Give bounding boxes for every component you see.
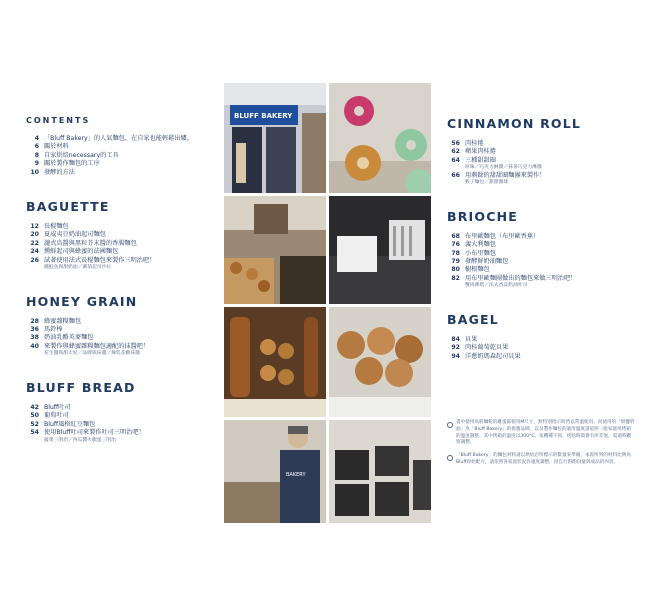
left-sections bbox=[26, 199, 222, 444]
toc-entry bbox=[26, 257, 222, 265]
toc-entry bbox=[447, 172, 637, 180]
section-title: BAGUETTE bbox=[26, 199, 110, 215]
toc-page-number: 64 bbox=[451, 156, 460, 164]
toc-page-number: 92 bbox=[451, 344, 460, 352]
toc-page-number: 84 bbox=[451, 335, 460, 343]
circle-bullet-icon bbox=[447, 455, 453, 461]
section-entries bbox=[447, 233, 637, 290]
toc-entry-text: 長棍麵包 bbox=[44, 223, 69, 231]
toc-entry-text: 肉桂葡萄乾貝果 bbox=[465, 344, 509, 352]
contents-heading: CONTENTS bbox=[26, 116, 91, 125]
section-entries bbox=[447, 140, 637, 187]
toc-page-number: 42 bbox=[30, 403, 39, 411]
toc-page-number: 50 bbox=[30, 412, 39, 420]
toc-page-number: 12 bbox=[30, 223, 39, 231]
photo-storefront bbox=[224, 83, 326, 193]
toc-entry-text: 「Bluff Bakery」的人氣麵包，在自家也能輕鬆出爐。 bbox=[44, 135, 193, 142]
toc-entry-subtext: 原味／巧克力淋醬／抹茶巧克力淋醬 bbox=[465, 165, 542, 171]
toc-entry-text: 發酵的方法 bbox=[44, 168, 75, 176]
toc-page-number: 9 bbox=[34, 160, 39, 168]
toc-entry-text: 試著使用法式長棍麵包來製作三明治吧！ bbox=[44, 256, 156, 264]
toc-entry bbox=[447, 157, 637, 165]
photo-grid bbox=[224, 83, 431, 523]
toc-entry-text: 小布里麵包 bbox=[465, 249, 496, 257]
toc-entry bbox=[26, 334, 222, 342]
toc-entry bbox=[447, 233, 637, 241]
toc-page-number: 94 bbox=[451, 352, 460, 360]
toc-entry bbox=[26, 421, 222, 429]
toc-entry bbox=[447, 250, 637, 258]
note-text: 書中使用高筋麵粉的雞蛋都使用M尺寸，無特別指示時皆以常溫使用。而使用的「無鹽奶油」為「Bluff Bakery」的推薦品牌，以及製作麵包的適用溫度請依照一般家庭用烤箱的溫度調整。其中烤箱的溫度以300°C、依機種不同，烤焙時間會有所差異，需適時觀察調整。 bbox=[456, 420, 635, 446]
toc-page-number: 36 bbox=[30, 326, 39, 334]
toc-entry-text: 蘋果肉桂捲 bbox=[465, 148, 496, 156]
photo-utensils bbox=[329, 196, 431, 304]
toc-entry-subtext: 花生醬與甜太妃／品牌與抹醬／煉乳花糖抹醬 bbox=[44, 351, 140, 357]
toc-entry-text: 夏威夷豆奶油起司麵包 bbox=[44, 231, 106, 239]
toc-entry-text: 馬鈴棒 bbox=[44, 326, 63, 334]
toc-page-number: 20 bbox=[30, 231, 39, 239]
toc-entry bbox=[447, 353, 637, 361]
section-title: HONEY GRAIN bbox=[26, 293, 138, 309]
toc-entry-text: 洋蔥奶瑪森起司貝果 bbox=[465, 352, 521, 360]
toc-entry bbox=[26, 240, 222, 248]
toc-entry-subtext: 燻鮭魚與甜奶油／蕃茄起司沙拉 bbox=[44, 265, 112, 271]
section-entries bbox=[447, 336, 637, 361]
toc-entry bbox=[26, 412, 222, 420]
toc-page-number: 78 bbox=[451, 249, 460, 257]
toc-entry bbox=[447, 148, 637, 156]
right-column bbox=[447, 116, 637, 383]
left-column bbox=[26, 116, 222, 466]
section-entries bbox=[26, 404, 222, 444]
toc-entry-text: Bluff吐司 bbox=[44, 403, 71, 411]
toc-page-number: 68 bbox=[451, 232, 460, 240]
toc-entry-text: 肉桂捲 bbox=[465, 140, 484, 147]
section-entries bbox=[26, 318, 222, 358]
toc-entry bbox=[447, 344, 637, 352]
toc-page-number: 66 bbox=[451, 171, 460, 179]
toc-entry-text: 義大利麵包 bbox=[465, 241, 496, 249]
photo-bakery-interior bbox=[224, 196, 326, 304]
toc-entry-text: 瀧式烏醬與黑粒芥末醬的香腸麵包 bbox=[44, 239, 137, 247]
section-title: BLUFF BREAD bbox=[26, 379, 136, 395]
toc-page-number: 52 bbox=[30, 420, 39, 428]
toc-entry bbox=[26, 152, 222, 160]
toc-page-number: 56 bbox=[451, 140, 460, 147]
toc-page-number: 26 bbox=[30, 256, 39, 264]
toc-entry bbox=[447, 241, 637, 249]
toc-entry-text: 三種甜甜圈 bbox=[465, 156, 496, 164]
photo-bread-pans bbox=[329, 420, 431, 523]
section-title: CINNAMON ROLL bbox=[447, 116, 582, 131]
photo-breads-rack bbox=[224, 307, 326, 417]
toc-entry-text: 用剩餘的甜甜圈麵團來製作！ bbox=[465, 171, 546, 179]
toc-entry bbox=[26, 169, 222, 177]
toc-entry-text: 關於製作麵包的工序 bbox=[44, 160, 100, 168]
svg-text:BLUFF BAKERY: BLUFF BAKERY bbox=[234, 112, 293, 120]
circle-bullet-icon bbox=[447, 422, 453, 428]
toc-page-number: 80 bbox=[451, 266, 460, 274]
toc-page-number: 28 bbox=[30, 317, 39, 325]
toc-entry bbox=[26, 318, 222, 326]
toc-page-number: 62 bbox=[451, 148, 460, 156]
note-text: 「Bluff Bakery」的麵包材料請以烘焙店所標示的數量來準備，本書所列的材料比例為Bluff原始配方，請依照各家庭狀況作適度調整，再自行斟酌份量與成品的內容。 bbox=[456, 453, 631, 465]
toc-page-number: 8 bbox=[34, 151, 39, 159]
toc-page-number: 38 bbox=[30, 334, 39, 342]
toc-entry bbox=[26, 429, 222, 437]
toc-page-number: 24 bbox=[30, 248, 39, 256]
toc-entry-text: 發酵鮮奶油麵包 bbox=[465, 258, 509, 266]
photo-round-breads bbox=[329, 307, 431, 417]
toc-entry bbox=[26, 248, 222, 256]
toc-entry bbox=[26, 143, 222, 151]
notes bbox=[447, 420, 635, 473]
toc-entry-text: 葡萄吐司 bbox=[44, 412, 69, 420]
note-item bbox=[447, 420, 635, 447]
toc-entry-text: 用布里歐麵團做出的麵包來做三明治吧！ bbox=[465, 274, 577, 282]
photo-baker bbox=[224, 420, 326, 523]
toc-entry bbox=[26, 231, 222, 239]
toc-entry-text: 使用Bluff吐司來製作吐司三明治吧！ bbox=[44, 429, 145, 437]
photo-donuts bbox=[329, 83, 431, 193]
toc-entry-text: 樹根麵包 bbox=[465, 266, 490, 274]
toc-page-number: 79 bbox=[451, 258, 460, 266]
toc-entry-subtext: 蔬菜三明治／西瓜醬火腿蛋三明治 bbox=[44, 437, 116, 443]
toc-page-number: 82 bbox=[451, 274, 460, 282]
toc-entry-text: 自家烘焙necessary的工具 bbox=[44, 151, 119, 159]
toc-entry-subtext: 猴子麵包／甜甜圈球 bbox=[465, 180, 509, 186]
right-sections bbox=[447, 116, 637, 361]
toc-page-number: 76 bbox=[451, 241, 460, 249]
toc-entry bbox=[447, 275, 637, 283]
toc-entry bbox=[447, 266, 637, 274]
toc-page-number: 4 bbox=[34, 135, 39, 142]
toc-entry-text: Bluff風格紅豆麵包 bbox=[44, 420, 96, 428]
toc-page-number: 40 bbox=[30, 342, 39, 350]
note-item bbox=[447, 453, 635, 467]
toc-entry-text: 燻鮮起司與蜂蜜的法國麵包 bbox=[44, 248, 119, 256]
toc-page-number: 54 bbox=[30, 429, 39, 437]
toc-entry-text: 貝果 bbox=[465, 335, 478, 343]
toc-entry-text: 關於材料 bbox=[44, 143, 69, 151]
svg-text:BAKERY: BAKERY bbox=[286, 472, 306, 478]
section-entries bbox=[26, 223, 222, 272]
toc-entry-text: 來製作與蜂蜜雜糧麵包適配的抹醬吧！ bbox=[44, 342, 150, 350]
toc-entry-text: 奶油乳酪英麥麵包 bbox=[44, 334, 94, 342]
toc-page-number: 10 bbox=[30, 168, 39, 176]
intro-list bbox=[26, 135, 222, 177]
toc-entry-text: 布里歐麵包（布里歐香蕉） bbox=[465, 232, 540, 240]
toc-page-number: 22 bbox=[30, 239, 39, 247]
toc-entry-subtext: 蟹肉佛塔／法式香蒜奶油吐司 bbox=[465, 283, 528, 289]
section-title: BAGEL bbox=[447, 311, 499, 327]
toc-entry bbox=[26, 160, 222, 168]
toc-entry-text: 蜂蜜雜糧麵包 bbox=[44, 317, 82, 325]
section-title: BRIOCHE bbox=[447, 208, 519, 224]
toc-entry bbox=[447, 336, 637, 344]
toc-page-number: 6 bbox=[34, 143, 39, 151]
